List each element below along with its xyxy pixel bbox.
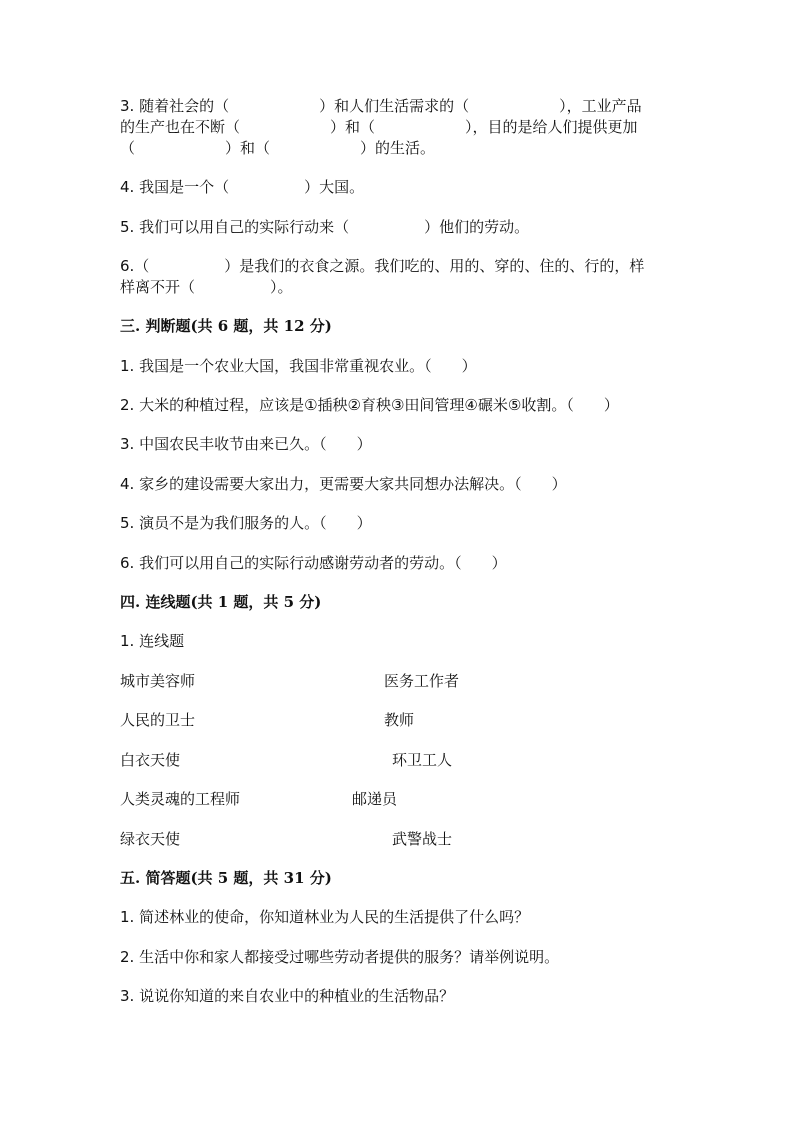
judge-item: 6. 我们可以用自己的实际行动感谢劳动者的劳动。（ ） (120, 554, 507, 572)
match-right-item: 医务工作者 (384, 672, 460, 690)
judge-item: 4. 家乡的建设需要大家出力，更需要大家共同想办法解决。（ ） (120, 475, 567, 493)
short-answer-item: 3. 说说你知道的来自农业中的种植业的生活物品？ (120, 987, 455, 1005)
matching-question: 1. 连线题 (120, 632, 185, 650)
section3-heading: 三. 判断题(共 6 题，共 12 分) (120, 317, 332, 335)
match-left-item: 绿衣天使 (120, 830, 181, 848)
fill-q3-line2: 的生产也在不断（ ）和（ ），目的是给人们提供更加 (120, 118, 638, 136)
fill-q6-line1: 6.（ ）是我们的衣食之源。我们吃的、用的、穿的、住的、行的，样 (120, 257, 645, 275)
match-left-item: 城市美容师 (120, 672, 196, 690)
match-right-item: 邮递员 (352, 790, 398, 808)
judge-item: 5. 演员不是为我们服务的人。（ ） (120, 514, 372, 532)
fill-q4: 4. 我国是一个（ ）大国。 (120, 178, 365, 196)
fill-q5: 5. 我们可以用自己的实际行动来（ ）他们的劳动。 (120, 218, 530, 236)
section4-heading: 四. 连线题(共 1 题，共 5 分) (120, 593, 322, 611)
fill-q3-line3: （ ）和（ ）的生活。 (120, 139, 436, 157)
match-left-item: 人民的卫士 (120, 711, 196, 729)
fill-q3-line1: 3. 随着社会的（ ）和人们生活需求的（ ），工业产品 (120, 97, 642, 115)
short-answer-item: 1. 简述林业的使命，你知道林业为人民的生活提供了什么吗？ (120, 908, 530, 926)
match-right-item: 环卫工人 (392, 751, 453, 769)
section5-heading: 五. 简答题(共 5 题，共 31 分) (120, 869, 332, 887)
match-right-item: 武警战士 (392, 830, 453, 848)
match-left-item: 人类灵魂的工程师 (120, 790, 241, 808)
match-left-item: 白衣天使 (120, 751, 181, 769)
judge-item: 2. 大米的种植过程，应该是①插秧②育秧③田间管理④碾米⑤收割。（ ） (120, 396, 619, 414)
match-right-item: 教师 (384, 711, 415, 729)
fill-q6-line2: 样离不开（ ）。 (120, 278, 293, 296)
judge-item: 1. 我国是一个农业大国，我国非常重视农业。（ ） (120, 357, 477, 375)
judge-item: 3. 中国农民丰收节由来已久。（ ） (120, 435, 372, 453)
short-answer-item: 2. 生活中你和家人都接受过哪些劳动者提供的服务？请举例说明。 (120, 948, 560, 966)
